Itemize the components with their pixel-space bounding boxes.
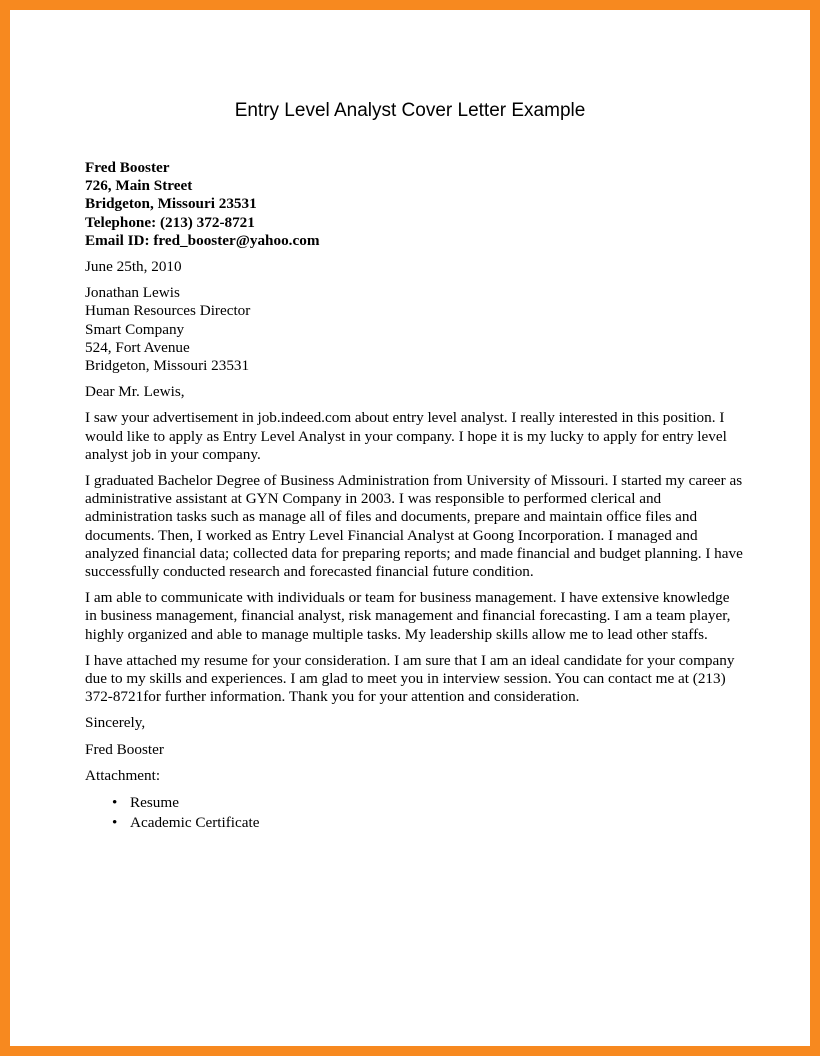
salutation: Dear Mr. Lewis,	[85, 383, 185, 401]
body-paragraph: I have attached my resume for your consideration. I am sure that I am an ideal candidate for your company due to my skills and experiences. I am glad to meet you in interview session. You can contact me at (213) 372-8721for further information. Thank you for your attention and consideration.	[85, 651, 735, 706]
attachment-item	[85, 813, 745, 833]
attachment-item	[85, 793, 745, 813]
sender-address	[85, 159, 745, 250]
bullet-icon: •	[112, 814, 118, 832]
recipient-city: Bridgeton, Missouri 23531	[85, 357, 250, 375]
recipient-street: 524, Fort Avenue	[85, 338, 190, 356]
bullet-icon: •	[112, 794, 118, 812]
recipient-company: Smart Company	[85, 320, 185, 338]
sender-city: Bridgeton, Missouri 23531	[85, 195, 257, 213]
body-paragraph: I am able to communicate with individuals or team for business management. I have extensive knowledge in business management, financial analyst, risk management and financial forecasting. I am a team player, highly organized and able to manage multiple tasks. My leadership skills allow me to lead other staffs.	[85, 589, 731, 643]
document-title: Entry Level Analyst Cover Letter Example	[234, 100, 586, 121]
closing: Sincerely,	[85, 714, 146, 732]
body-paragraph: I saw your advertisement in job.indeed.com about entry level analyst. I really interested in this position. I would like to apply as Entry Level Analyst in your company. I hope it is my lucky to apply for entry level analyst job in your company.	[85, 409, 727, 463]
attachment-label: Attachment:	[85, 766, 161, 784]
letter-body	[85, 159, 745, 833]
sender-street: 726, Main Street	[85, 177, 193, 195]
sender-email: Email ID: fred_booster@yahoo.com	[85, 231, 320, 249]
attachment-item-label: Resume	[130, 794, 179, 812]
signature-name: Fred Booster	[85, 740, 164, 758]
sender-name: Fred Booster	[85, 159, 170, 176]
attachment-list	[85, 793, 745, 833]
sender-telephone: Telephone: (213) 372-8721	[85, 213, 255, 231]
recipient-name: Jonathan Lewis	[85, 284, 180, 302]
recipient-address	[85, 284, 745, 375]
body-paragraph: I graduated Bachelor Degree of Business Administration from University of Missouri. I started my career as administrative assistant at GYN Company in 2003. I was responsible to performed clerical and administration tasks such as manage all of files and documents, prepare and maintain office files and documents. Then, I worked as Entry Level Financial Analyst at Goong Incorporation. I managed and analyzed financial data; collected data for preparing reports; and made financial and budget planning. I have successfully conducted research and forecasted financial future condition.	[85, 472, 743, 581]
attachment-item-label: Academic Certificate	[130, 814, 260, 832]
letter-date: June 25th, 2010	[85, 258, 182, 276]
recipient-title: Human Resources Director	[85, 302, 251, 320]
